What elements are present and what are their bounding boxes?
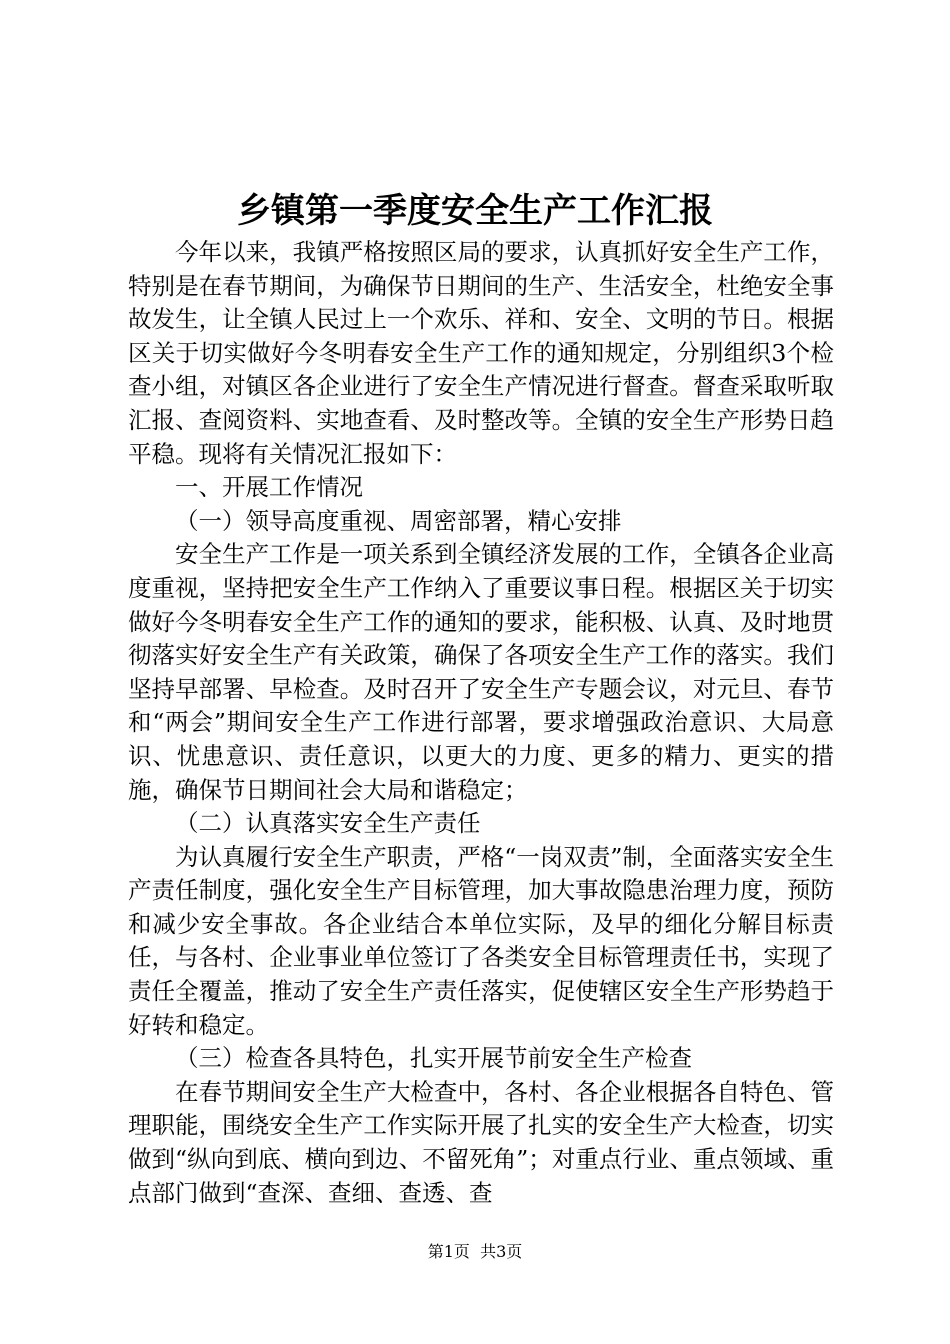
page-footer <box>0 1240 950 1264</box>
paragraph-responsibility: 为认真履行安全生产职责，严格“一岗双责”制，全面落实安全生产责任制度，强化安全生产目标管理，加大事故隐患治理力度，预防和减少安全事故。各企业结合本单位实际，及早的细化分解目标责任，与各村、企业事业单位签订了各类安全目标管理责任书，实现了责任全覆盖，推动了安全生产责任落实，促使辖区安全生产形势趋于好转和稳定。 <box>128 842 834 1039</box>
paragraph-intro: 今年以来，我镇严格按照区局的要求，认真抓好安全生产工作，特别是在春节期间，为确保节日期间的生产、生活安全，杜绝安全事故发生，让全镇人民过上一个欢乐、祥和、安全、文明的节日。根据区关于切实做好今冬明春安全生产工作的通知规定，分别组织3个检查小组，对镇区各企业进行了安全生产情况进行督查。督查采取听取汇报、查阅资料、实地查看、及时整改等。全镇的安全生产形势日趋平稳。现将有关情况汇报如下： <box>128 238 834 468</box>
paragraph-leadership: 安全生产工作是一项关系到全镇经济发展的工作，全镇各企业高度重视，坚持把安全生产工作纳入了重要议事日程。根据区关于切实做好今冬明春安全生产工作的通知的要求，能积极、认真、及时地贯彻落实好安全生产有关政策，确保了各项安全生产工作的落实。我们坚持早部署、早检查。及时召开了安全生产专题会议，对元旦、春节和“两会”期间安全生产工作进行部署，要求增强政治意识、大局意识、忧患意识、责任意识，以更大的力度、更多的精力、更实的措施，确保节日期间社会大局和谐稳定； <box>128 540 834 804</box>
section-heading-1: 一、开展工作情况 <box>175 473 363 502</box>
subsection-heading-2: （二）认真落实安全生产责任 <box>175 809 481 838</box>
page-number: 第1页 共3页 <box>427 1242 523 1261</box>
paragraph-inspection: 在春节期间安全生产大检查中，各村、各企业根据各自特色、管理职能，围绕安全生产工作实际开展了扎实的安全生产大检查，切实做到“纵向到底、横向到边、不留死角”；对重点行业、重点领域、重点部门做到“查深、查细、查透、查 <box>128 1077 834 1207</box>
subsection-heading-1: （一）领导高度重视、周密部署，精心安排 <box>175 506 622 535</box>
document-body <box>128 236 834 1210</box>
subsection-heading-3: （三）检查各具特色，扎实开展节前安全生产检查 <box>175 1044 692 1073</box>
document-title: 乡镇第一季度安全生产工作汇报 <box>237 191 713 231</box>
